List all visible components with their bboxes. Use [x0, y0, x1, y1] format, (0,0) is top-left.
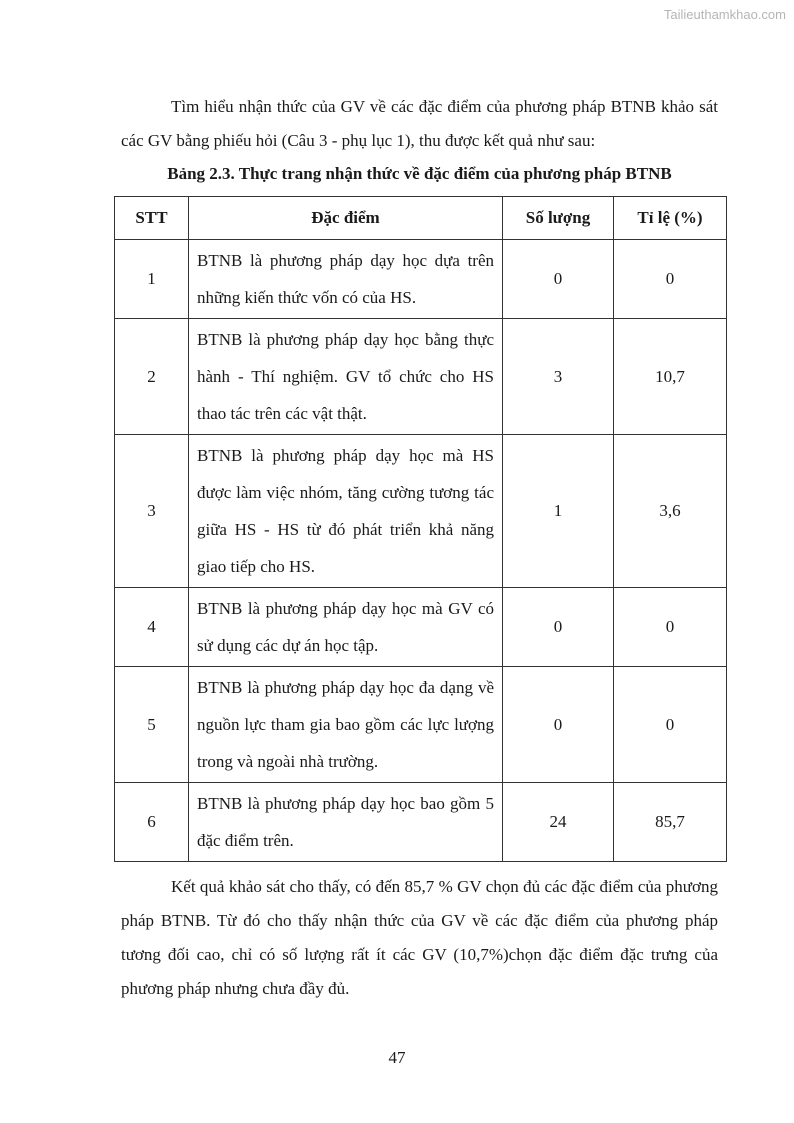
page-number: 47 — [388, 1048, 406, 1067]
table-row — [115, 588, 727, 667]
row-stt: 2 — [115, 319, 189, 435]
row-count: 24 — [503, 783, 614, 862]
row-description: BTNB là phương pháp dạy học dựa trên những kiến thức vốn có của HS. — [189, 240, 503, 319]
table-row — [115, 319, 727, 435]
row-count: 3 — [503, 319, 614, 435]
row-percent: 0 — [614, 667, 727, 783]
row-percent: 3,6 — [614, 435, 727, 588]
table-header-row — [115, 197, 727, 240]
row-stt: 1 — [115, 240, 189, 319]
row-description: BTNB là phương pháp dạy học bằng thực hành - Thí nghiệm. GV tổ chức cho HS thao tác trên các vật thật. — [189, 319, 503, 435]
table-row — [115, 667, 727, 783]
header-characteristic: Đặc điểm — [189, 197, 503, 240]
table-row — [115, 435, 727, 588]
table-row — [115, 783, 727, 862]
row-stt: 3 — [115, 435, 189, 588]
conclusion-paragraph: Kết quả khảo sát cho thấy, có đến 85,7 % GV chọn đủ các đặc điểm của phương pháp BTNB. Từ đó cho thấy nhận thức của GV về các đặc điểm của phương pháp tương đối cao, chỉ có số lượng rất ít các GV (10,7%)chọn đặc điểm đặc trưng của phương pháp nhưng chưa đầy đủ. — [121, 877, 718, 998]
row-percent: 0 — [614, 240, 727, 319]
row-count: 0 — [503, 588, 614, 667]
row-stt: 4 — [115, 588, 189, 667]
row-count: 0 — [503, 667, 614, 783]
header-percent: Tỉ lệ (%) — [614, 197, 727, 240]
row-percent: 10,7 — [614, 319, 727, 435]
table-row — [115, 240, 727, 319]
row-percent: 0 — [614, 588, 727, 667]
results-table — [114, 196, 727, 862]
row-description: BTNB là phương pháp dạy học bao gồm 5 đặc điểm trên. — [189, 783, 503, 862]
site-watermark: Tailieuthamkhao.com — [663, 7, 786, 22]
table-caption: Bảng 2.3. Thực trang nhận thức về đặc điểm của phương pháp BTNB — [167, 164, 672, 183]
row-stt: 6 — [115, 783, 189, 862]
row-description: BTNB là phương pháp dạy học đa dạng về nguồn lực tham gia bao gồm các lực lượng trong và ngoài nhà trường. — [189, 667, 503, 783]
row-stt: 5 — [115, 667, 189, 783]
header-count: Số lượng — [503, 197, 614, 240]
row-count: 1 — [503, 435, 614, 588]
intro-paragraph: Tìm hiểu nhận thức của GV về các đặc điểm của phương pháp BTNB khảo sát các GV bằng phiếu hỏi (Câu 3 - phụ lục 1), thu được kết quả như sau: — [121, 97, 718, 150]
row-percent: 85,7 — [614, 783, 727, 862]
row-description: BTNB là phương pháp dạy học mà HS được làm việc nhóm, tăng cường tương tác giữa HS - HS từ đó phát triển khả năng giao tiếp cho HS. — [189, 435, 503, 588]
row-description: BTNB là phương pháp dạy học mà GV có sử dụng các dự án học tập. — [189, 588, 503, 667]
header-stt: STT — [115, 197, 189, 240]
row-count: 0 — [503, 240, 614, 319]
